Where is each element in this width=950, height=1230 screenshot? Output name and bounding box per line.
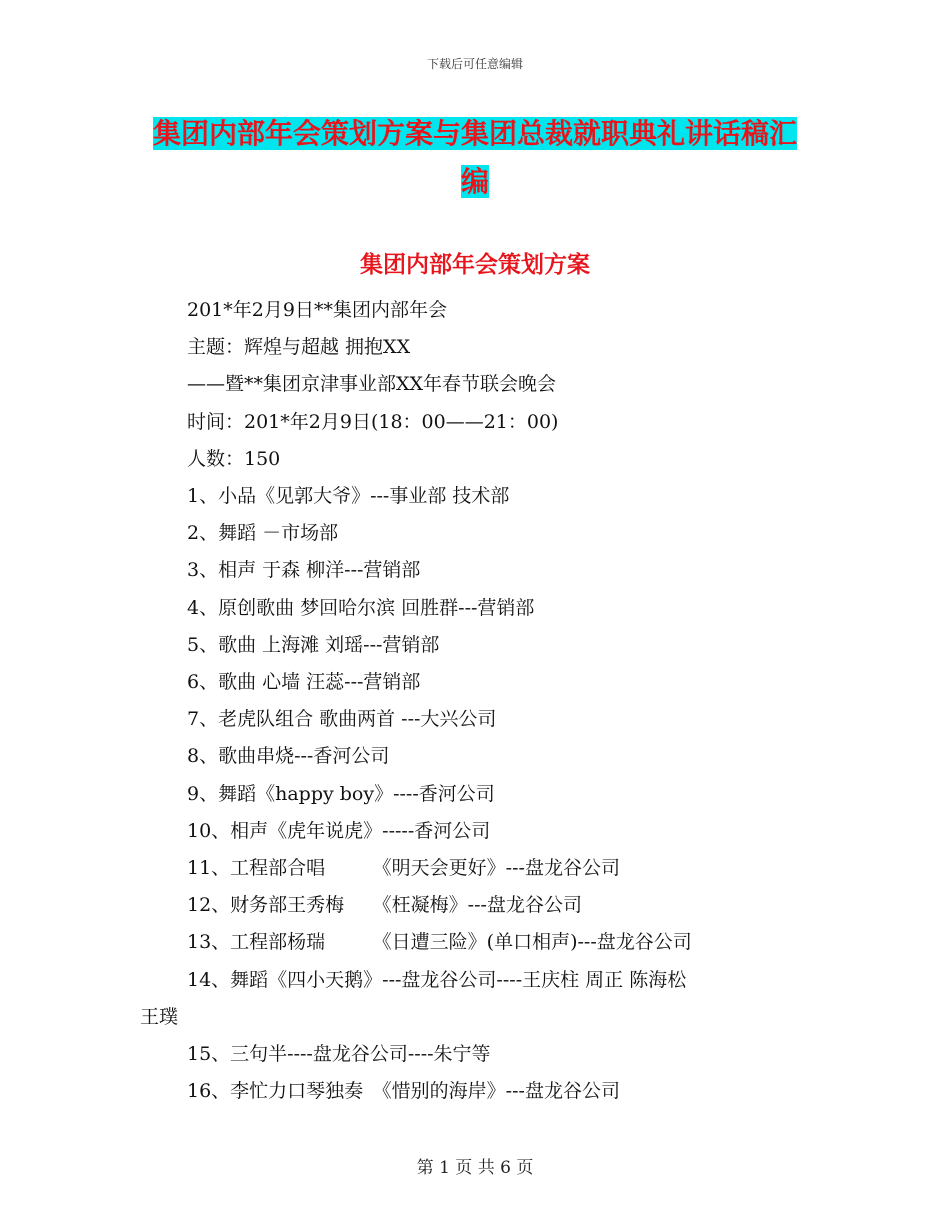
program-item: 5、歌曲 上海滩 刘瑶---营销部: [187, 633, 440, 656]
program-item: 15、三句半----盘龙谷公司----朱宁等: [187, 1043, 491, 1066]
document-body: [140, 292, 800, 1110]
program-item: 7、老虎队组合 歌曲两首 ---大兴公司: [187, 708, 497, 731]
program-item: 3、相声 于森 柳洋---营销部: [187, 559, 421, 582]
program-item: 10、相声《虎年说虎》-----香河公司: [187, 819, 491, 842]
program-item: 6、歌曲 心墙 汪蕊---营销部: [187, 671, 421, 694]
page-footer: 第 1 页 共 6 页: [416, 1158, 534, 1178]
program-item: 14、舞蹈《四小天鹅》---盘龙谷公司----王庆柱 周正 陈海松: [187, 968, 687, 991]
body-line: ——暨**集团京津事业部XX年春节联会晚会: [187, 373, 557, 396]
body-line: 人数：150: [187, 447, 281, 470]
body-line: 主题：辉煌与超越 拥抱XX: [187, 336, 411, 359]
document-title: [140, 110, 810, 206]
program-item: 9、舞蹈《happy boy》----香河公司: [187, 782, 495, 805]
body-line: 201*年2月9日**集团内部年会: [187, 299, 447, 321]
section-title: 集团内部年会策划方案: [360, 252, 590, 278]
program-item: 13、工程部杨瑞 《日遭三险》(单口相声)---盘龙谷公司: [187, 931, 692, 954]
document-title-line1: 集团内部年会策划方案与集团总裁就职典礼讲话稿汇: [152, 117, 797, 150]
body-line: 时间：201*年2月9日(18：00——21：00): [187, 410, 559, 433]
document-title-line2: 编: [460, 165, 489, 198]
program-item: 16、李忙力口琴独奏 《惜别的海岸》---盘龙谷公司: [187, 1080, 620, 1103]
program-item: 11、工程部合唱 《明天会更好》---盘龙谷公司: [187, 857, 620, 880]
program-item: 2、舞蹈 －市场部: [187, 522, 339, 545]
program-item: 8、歌曲串烧---香河公司: [187, 745, 390, 768]
program-item-continuation: 王璞: [140, 1005, 179, 1028]
program-item: 4、原创歌曲 梦回哈尔滨 回胜群---营销部: [187, 596, 535, 619]
header-note: 下载后可任意编辑: [426, 57, 523, 71]
program-item: 1、小品《见郭大爷》---事业部 技术部: [187, 485, 510, 508]
program-item: 12、财务部王秀梅 《枉凝梅》---盘龙谷公司: [187, 894, 582, 917]
